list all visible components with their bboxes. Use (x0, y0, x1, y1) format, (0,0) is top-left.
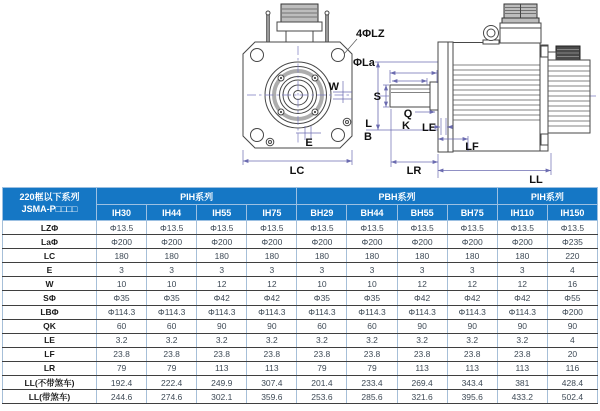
table-cell: 23.8 (447, 347, 497, 361)
table-cell: Φ200 (197, 235, 247, 249)
corner-header-line1: 220框以下系列 (19, 192, 80, 203)
table-cell: Φ200 (497, 235, 547, 249)
table-cell: 180 (97, 249, 147, 263)
table-cell: 428.4 (547, 376, 597, 390)
table-cell: 3 (147, 263, 197, 277)
technical-drawings (0, 0, 600, 186)
table-cell: 4 (547, 263, 597, 277)
table-cell: 10 (147, 277, 197, 291)
table-cell: 23.8 (197, 347, 247, 361)
table-cell: 180 (197, 249, 247, 263)
column-header: IH75 (247, 205, 297, 221)
table-cell: 433.2 (497, 390, 547, 404)
table-cell: Φ13.5 (447, 221, 497, 235)
table-cell: Φ55 (547, 291, 597, 305)
dimension-label-q: Q (403, 108, 413, 120)
table-cell: Φ200 (547, 305, 597, 319)
row-label: LF (3, 347, 97, 361)
dimension-label-b: B (364, 131, 372, 143)
table-cell: Φ200 (447, 235, 497, 249)
table-cell: 222.4 (147, 376, 197, 390)
table-cell: 113 (197, 361, 247, 375)
table-cell: 180 (297, 249, 347, 263)
table-cell: 90 (397, 319, 447, 333)
table-cell: 90 (447, 319, 497, 333)
table-cell: 23.8 (497, 347, 547, 361)
row-label: W (3, 277, 97, 291)
table-cell: Φ42 (497, 291, 547, 305)
table-cell: 395.6 (447, 390, 497, 404)
table-cell: 3.2 (97, 333, 147, 347)
table-cell: Φ13.5 (97, 221, 147, 235)
corner-header (3, 188, 97, 221)
table-cell: 113 (497, 361, 547, 375)
table-cell: 3 (197, 263, 247, 277)
row-label: LaΦ (3, 235, 97, 249)
table-cell: 3.2 (497, 333, 547, 347)
dimension-label-la: ΦLa (353, 57, 375, 69)
table-cell: 3.2 (297, 333, 347, 347)
table-row (3, 221, 598, 235)
table-cell: 90 (197, 319, 247, 333)
table-cell: 180 (497, 249, 547, 263)
table-cell: Φ13.5 (247, 221, 297, 235)
table-cell: 60 (347, 319, 397, 333)
table-cell: 12 (197, 277, 247, 291)
table-cell: 12 (397, 277, 447, 291)
table-cell: 60 (297, 319, 347, 333)
table-cell: 502.4 (547, 390, 597, 404)
header-group-row (3, 188, 598, 205)
table-cell: 233.4 (347, 376, 397, 390)
side-flange (438, 42, 453, 152)
table-row (3, 347, 598, 361)
table-cell: 90 (247, 319, 297, 333)
dimension-label-le: LE (422, 122, 437, 134)
dimension-label-ll: LL (529, 174, 543, 186)
table-cell: Φ42 (247, 291, 297, 305)
table-row (3, 361, 598, 375)
table-cell: Φ200 (247, 235, 297, 249)
table-cell: 23.8 (297, 347, 347, 361)
table-cell: 285.6 (347, 390, 397, 404)
table-cell: 3.2 (447, 333, 497, 347)
dimension-label-e: E (305, 137, 313, 149)
table-cell: 274.6 (147, 390, 197, 404)
table-row (3, 319, 598, 333)
table-cell: 113 (247, 361, 297, 375)
series-group-header: PBH系列 (297, 188, 497, 205)
table-cell: 10 (297, 277, 347, 291)
table-cell: 113 (447, 361, 497, 375)
row-label: LE (3, 333, 97, 347)
table-cell: Φ200 (397, 235, 447, 249)
table-cell: 3.2 (397, 333, 447, 347)
table-cell: Φ235 (547, 235, 597, 249)
table-cell: 3.2 (197, 333, 247, 347)
table-cell: 249.9 (197, 376, 247, 390)
motor-body (453, 43, 540, 152)
dimension-label-4lz: 4ΦLZ (356, 28, 385, 40)
column-header: IH110 (497, 205, 547, 221)
table-cell: Φ114.3 (97, 305, 147, 319)
row-label: LR (3, 361, 97, 375)
table-cell: 220 (547, 249, 597, 263)
column-header: BH29 (297, 205, 347, 221)
dimension-label-lc: LC (289, 165, 305, 177)
table-cell: Φ114.3 (247, 305, 297, 319)
table-cell: Φ200 (347, 235, 397, 249)
table-cell: 244.6 (97, 390, 147, 404)
column-header: BH44 (347, 205, 397, 221)
table-cell: Φ13.5 (497, 221, 547, 235)
row-label: LL(带煞车) (3, 390, 97, 404)
table-cell: 3 (347, 263, 397, 277)
table-row (3, 376, 598, 390)
series-group-header: PIH系列 (97, 188, 297, 205)
table-cell: Φ114.3 (447, 305, 497, 319)
table-row (3, 390, 598, 404)
table-cell: 60 (147, 319, 197, 333)
table-row (3, 305, 598, 319)
table-cell: Φ200 (147, 235, 197, 249)
table-cell: 253.6 (297, 390, 347, 404)
table-row (3, 263, 598, 277)
table-cell: Φ13.5 (297, 221, 347, 235)
table-cell: 79 (147, 361, 197, 375)
table-cell: Φ200 (297, 235, 347, 249)
column-header: IH55 (197, 205, 247, 221)
column-header: BH55 (397, 205, 447, 221)
table-cell: 116 (547, 361, 597, 375)
dimension-label-k: K (402, 120, 410, 132)
table-cell: 307.4 (247, 376, 297, 390)
table-row (3, 333, 598, 347)
column-header: IH44 (147, 205, 197, 221)
table-cell: 12 (447, 277, 497, 291)
table-cell: 321.6 (397, 390, 447, 404)
table-cell: 180 (447, 249, 497, 263)
table-cell: Φ13.5 (347, 221, 397, 235)
table-cell: Φ42 (447, 291, 497, 305)
column-header: IH30 (97, 205, 147, 221)
table-cell: 90 (547, 319, 597, 333)
table-cell: 3 (247, 263, 297, 277)
table-cell: 192.4 (97, 376, 147, 390)
row-label: E (3, 263, 97, 277)
table-cell: 12 (247, 277, 297, 291)
row-label: SΦ (3, 291, 97, 305)
spec-table (2, 187, 598, 404)
table-cell: Φ13.5 (547, 221, 597, 235)
column-header: IH150 (547, 205, 597, 221)
table-cell: 12 (497, 277, 547, 291)
table-cell: Φ114.3 (497, 305, 547, 319)
table-cell: 16 (547, 277, 597, 291)
table-cell: 90 (497, 319, 547, 333)
table-cell: Φ42 (197, 291, 247, 305)
table-cell: 180 (347, 249, 397, 263)
table-cell: 79 (347, 361, 397, 375)
eyebolt (484, 26, 499, 41)
table-cell: 23.8 (247, 347, 297, 361)
table-cell: 381 (497, 376, 547, 390)
row-label: LC (3, 249, 97, 263)
table-cell: 3.2 (147, 333, 197, 347)
table-cell: Φ13.5 (397, 221, 447, 235)
row-label: LL(不带煞车) (3, 376, 97, 390)
table-cell: 23.8 (97, 347, 147, 361)
row-label: LZΦ (3, 221, 97, 235)
table-row (3, 291, 598, 305)
table-cell: Φ200 (97, 235, 147, 249)
table-cell: 10 (347, 277, 397, 291)
table-cell: 23.8 (147, 347, 197, 361)
dimension-label-lf: LF (465, 141, 479, 153)
table-cell: Φ42 (397, 291, 447, 305)
dimension-label-s: S (373, 91, 381, 103)
table-cell: Φ114.3 (347, 305, 397, 319)
corner-header-line2: JSMA-P□□□□ (21, 204, 78, 214)
table-cell: Φ35 (97, 291, 147, 305)
dimension-label-lr: LR (406, 165, 422, 177)
table-cell: Φ114.3 (147, 305, 197, 319)
table-cell: 23.8 (347, 347, 397, 361)
table-header (3, 188, 598, 221)
table-cell: 3 (397, 263, 447, 277)
table-cell: 269.4 (397, 376, 447, 390)
table-cell: 20 (547, 347, 597, 361)
table-cell: 3 (497, 263, 547, 277)
series-group-header: PIH系列 (497, 188, 597, 205)
table-cell: Φ35 (147, 291, 197, 305)
table-cell: 359.6 (247, 390, 297, 404)
table-cell: Φ13.5 (147, 221, 197, 235)
table-cell: Φ13.5 (197, 221, 247, 235)
table-cell: 4 (547, 333, 597, 347)
flange-pin (267, 14, 270, 42)
table-cell: 3 (97, 263, 147, 277)
table-cell: 180 (397, 249, 447, 263)
table-row (3, 249, 598, 263)
table-cell: Φ35 (297, 291, 347, 305)
table-cell: 10 (97, 277, 147, 291)
table-cell: Φ114.3 (197, 305, 247, 319)
row-label: QK (3, 319, 97, 333)
table-cell: 113 (397, 361, 447, 375)
table-cell: Φ114.3 (397, 305, 447, 319)
side-view-drawing (374, 4, 596, 186)
column-header: BH75 (447, 205, 497, 221)
flange-pin (326, 14, 329, 42)
table-row (3, 235, 598, 249)
table-cell: 180 (147, 249, 197, 263)
dimension-label-l: L (365, 118, 372, 130)
table-cell: 60 (97, 319, 147, 333)
table-cell: Φ114.3 (297, 305, 347, 319)
table-body (3, 221, 598, 404)
table-cell: 180 (247, 249, 297, 263)
table-cell: 302.1 (197, 390, 247, 404)
table-cell: 201.4 (297, 376, 347, 390)
table-cell: 343.4 (447, 376, 497, 390)
table-cell: 79 (297, 361, 347, 375)
table-row (3, 277, 598, 291)
table-cell: 23.8 (397, 347, 447, 361)
table-cell: 3 (297, 263, 347, 277)
table-cell: Φ35 (347, 291, 397, 305)
table-cell: 3.2 (347, 333, 397, 347)
row-label: LBΦ (3, 305, 97, 319)
table-cell: 79 (97, 361, 147, 375)
table-cell: 3.2 (247, 333, 297, 347)
dimension-label-w: W (328, 81, 339, 93)
front-view-drawing (243, 4, 385, 177)
table-cell: 3 (447, 263, 497, 277)
